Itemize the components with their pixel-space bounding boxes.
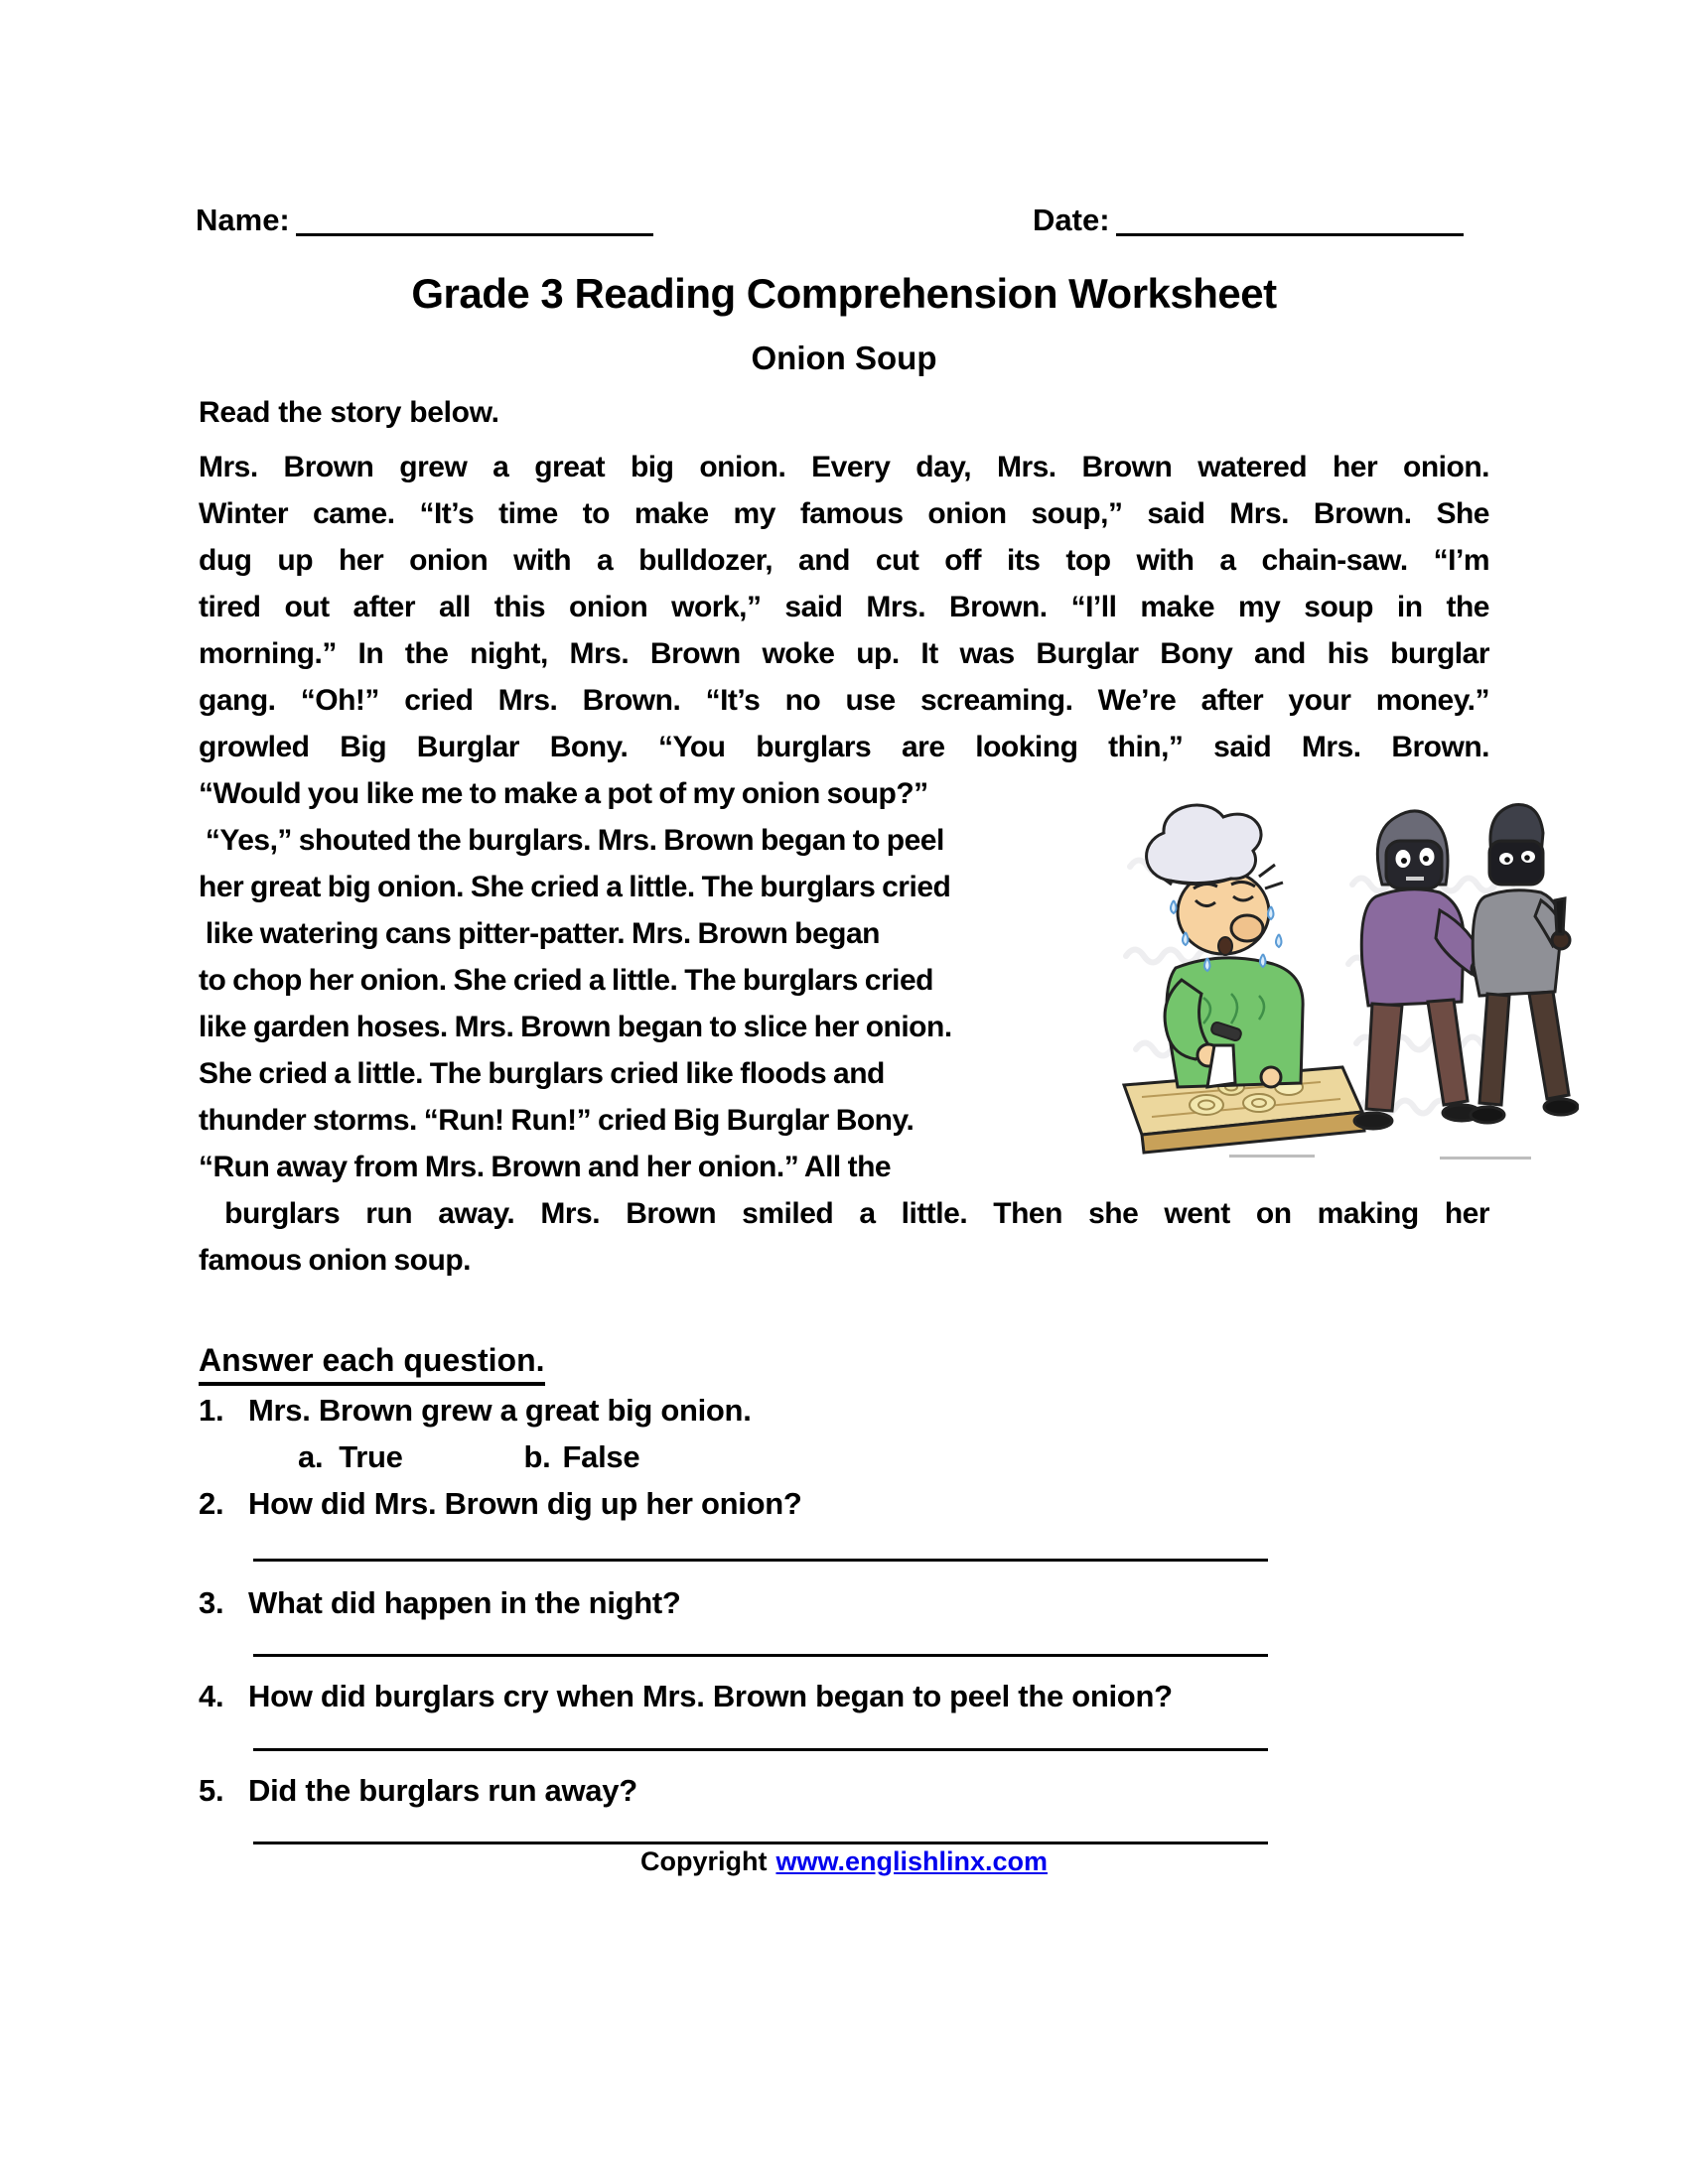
answer-blank-line [253,1559,1268,1562]
story-line: “Run away from Mrs. Brown and her onion.” All the [199,1151,892,1183]
story-line: famous onion soup. [199,1244,471,1277]
question-number: 3. [199,1585,224,1620]
story-line: She cried a little. The burglars cried like floods and [199,1057,885,1090]
date-blank [1116,204,1464,236]
answer-blank-line [253,1842,1268,1844]
copyright-label: Copyright [639,1846,768,1876]
page-title: Grade 3 Reading Comprehension Worksheet [411,270,1277,317]
question-number: 4. [199,1679,224,1713]
story-line: burglars run away. Mrs. Brown smiled a little. Then she went on making her [199,1197,1489,1230]
story-line: Winter came. “It’s time to make my famous onion soup,” said Mrs. Brown. She [199,497,1489,530]
copyright-link[interactable]: www.englishlinx.com [775,1846,1049,1876]
option-a-true[interactable]: True [339,1439,403,1474]
story-line: dug up her onion with a bulldozer, and cut off its top with a chain-saw. “I’m [199,544,1489,577]
burglar-knife [1555,898,1565,934]
story-line: growled Big Burglar Bony. “You burglars are looking thin,” said Mrs. Brown. [199,731,1489,763]
question-row [199,1768,1489,1814]
clipart-caption-marks [1229,1155,1531,1160]
crying-chef [1147,805,1304,1087]
story-line: gang. “Oh!” cried Mrs. Brown. “It’s no use screaming. We’re after your money.” [199,684,1489,717]
story-line: Mrs. Brown grew a great big onion. Every day, Mrs. Brown watered her onion. [199,451,1489,483]
date-label: Date: [1033,203,1110,237]
option-b-label: b. [523,1439,551,1474]
question-row [199,1388,1489,1433]
story-line: her great big onion. She cried a little. The burglars cried [199,871,951,903]
name-field [196,203,653,238]
question-text: What did happen in the night? [248,1585,681,1620]
burglar-two [1471,805,1578,1123]
question-number: 5. [199,1773,224,1808]
date-field [1033,203,1464,238]
story-line: to chop her onion. She cried a little. The burglars cried [199,964,933,997]
question-number: 2. [199,1486,224,1521]
header-row [0,203,1688,246]
story-line: like watering cans pitter-patter. Mrs. Brown began [199,917,880,950]
story-line: tired out after all this onion work,” said Mrs. Brown. “I’ll make my soup in the [199,591,1489,623]
story-line: morning.” In the night, Mrs. Brown woke up. It was Burglar Bony and his burglar [199,637,1489,670]
name-blank [296,204,653,236]
chef-hat [1147,805,1261,885]
answer-blank-line [253,1748,1268,1751]
name-label: Name: [196,203,290,237]
page-subtitle: Onion Soup [751,340,937,376]
footer [0,1846,1688,1877]
option-b-false[interactable]: False [562,1439,640,1474]
question-text: How did burglars cry when Mrs. Brown began to peel the onion? [248,1679,1173,1713]
question-text: Did the burglars run away? [248,1773,637,1808]
option-a-label: a. [298,1439,324,1474]
story-illustration-svg [1112,789,1579,1161]
question-text: Mrs. Brown grew a great big onion. [248,1393,752,1428]
answer-blank-line [253,1654,1268,1657]
question-options [199,1434,1489,1480]
question-text: How did Mrs. Brown dig up her onion? [248,1486,802,1521]
burglar-one [1354,811,1489,1129]
question-number: 1. [199,1393,224,1428]
story-line: thunder storms. “Run! Run!” cried Big Burglar Bony. [199,1104,914,1137]
question-row [199,1674,1489,1719]
question-row [199,1481,1489,1527]
story-line: “Would you like me to make a pot of my onion soup?” [199,777,928,810]
story-line: like garden hoses. Mrs. Brown began to slice her onion. [199,1011,952,1043]
answer-section-heading: Answer each question. [199,1342,545,1386]
question-row [199,1580,1489,1626]
read-instruction: Read the story below. [199,396,499,429]
story-illustration [1112,789,1579,1161]
story-line: “Yes,” shouted the burglars. Mrs. Brown began to peel [199,824,944,857]
